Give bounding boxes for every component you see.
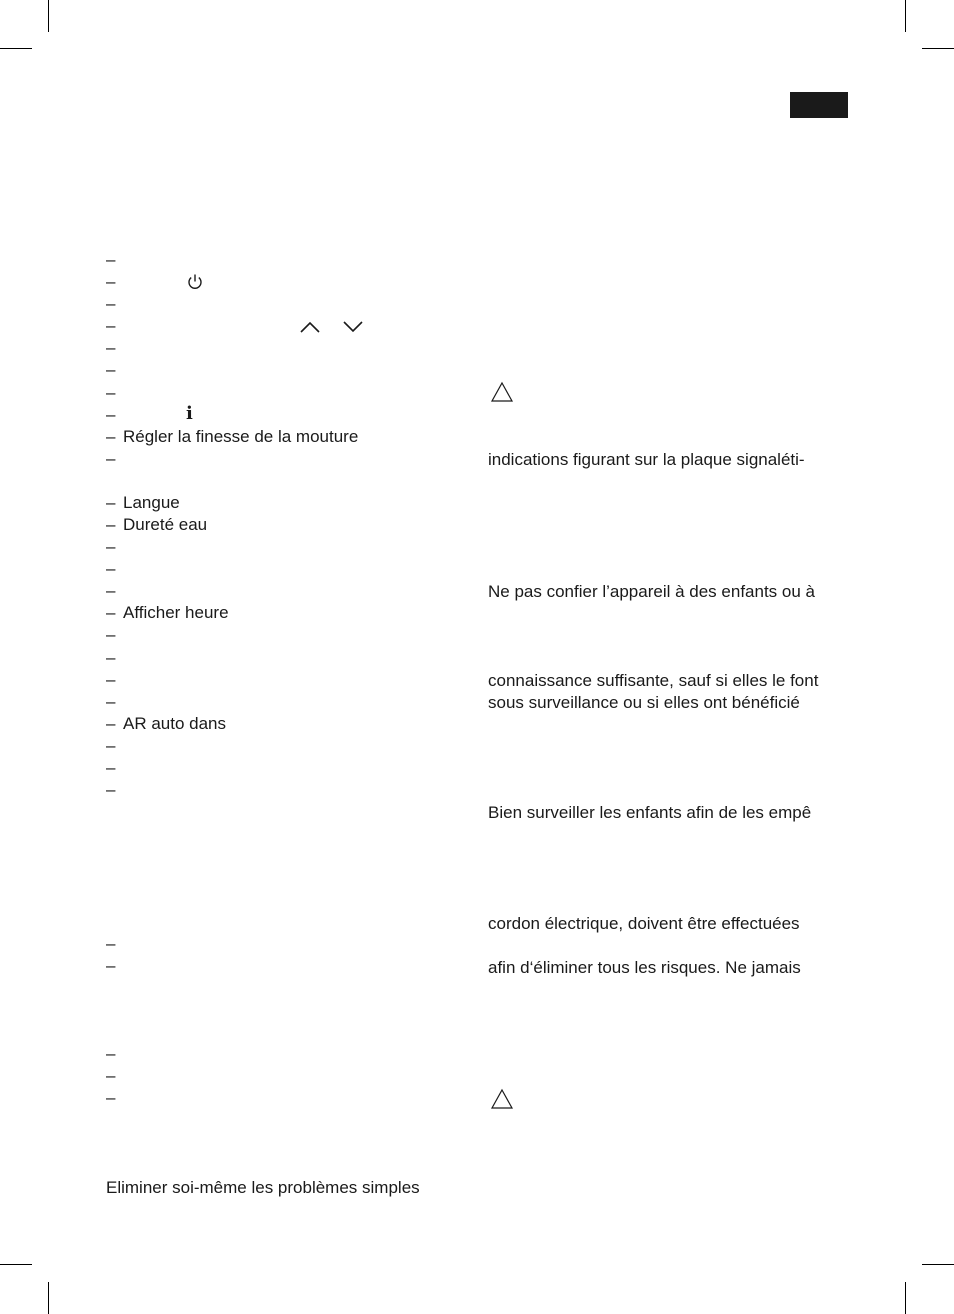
list-item: – (106, 338, 116, 358)
list-item: – (106, 1088, 116, 1107)
list-item: – (106, 581, 116, 601)
list-item: – (106, 956, 116, 975)
list-item: – (106, 382, 116, 402)
section-heading: Eliminer soi-même les problèmes simples (106, 1178, 420, 1197)
list-item: – (106, 272, 116, 292)
list-item-label: Régler la finesse de la mouture (123, 426, 359, 446)
list-item: – Afficher heure (106, 603, 229, 623)
list-item: – (106, 250, 116, 269)
list-item: – (106, 669, 116, 689)
menu-list-3 (106, 1043, 123, 1109)
chevron-down-icon (342, 320, 364, 334)
list-item: – (106, 647, 116, 667)
language-tab (790, 92, 848, 118)
list-item: – (106, 691, 116, 711)
list-item: – (106, 1066, 116, 1085)
body-text: indications figurant sur la plaque signaléti- (488, 450, 805, 469)
list-item: – (106, 448, 116, 468)
warning-triangle-icon (490, 381, 514, 403)
crop-mark (48, 1282, 49, 1314)
menu-list-2 (106, 933, 123, 977)
body-text: connaissance suffisante, sauf si elles le font (488, 671, 819, 690)
body-text: cordon électrique, doivent être effectuées (488, 914, 800, 933)
crop-mark (905, 1282, 906, 1314)
crop-mark (922, 48, 954, 49)
list-item-label: Afficher heure (123, 603, 229, 623)
crop-mark (905, 0, 906, 32)
list-item: – (106, 559, 116, 579)
body-text: Bien surveiller les enfants afin de les empê (488, 803, 812, 822)
list-item: – Dureté eau (106, 514, 208, 534)
list-item-label: AR auto dans (123, 713, 227, 733)
info-icon: i (186, 403, 193, 424)
list-item: – AR auto dans (106, 713, 227, 733)
crop-mark (48, 0, 49, 32)
list-item: – (106, 757, 116, 777)
list-item: – (106, 735, 116, 755)
crop-mark (922, 1264, 954, 1265)
list-item: – (106, 404, 116, 424)
list-item: – (106, 360, 116, 380)
body-text: afin d‘éliminer tous les risques. Ne jamais (488, 958, 801, 977)
list-item: – (106, 1044, 116, 1063)
body-text: sous surveillance ou si elles ont bénéficié (488, 693, 800, 712)
list-item: – (106, 934, 116, 953)
crop-mark (0, 1264, 32, 1265)
crop-mark (0, 48, 32, 49)
list-item: – (106, 780, 116, 800)
list-item: – Langue (106, 492, 180, 512)
power-icon (186, 273, 204, 291)
list-item: – (106, 625, 116, 645)
list-item: – (106, 294, 116, 314)
list-item-label: Langue (123, 492, 180, 512)
list-item: – (106, 316, 116, 336)
list-item: – (106, 537, 116, 557)
chevron-up-icon (299, 320, 321, 334)
list-item-label: Dureté eau (123, 514, 208, 534)
list-item: – Régler la finesse de la mouture (106, 426, 359, 446)
warning-triangle-icon (490, 1088, 514, 1110)
body-text: Ne pas confier l’appareil à des enfants ou à (488, 582, 815, 601)
